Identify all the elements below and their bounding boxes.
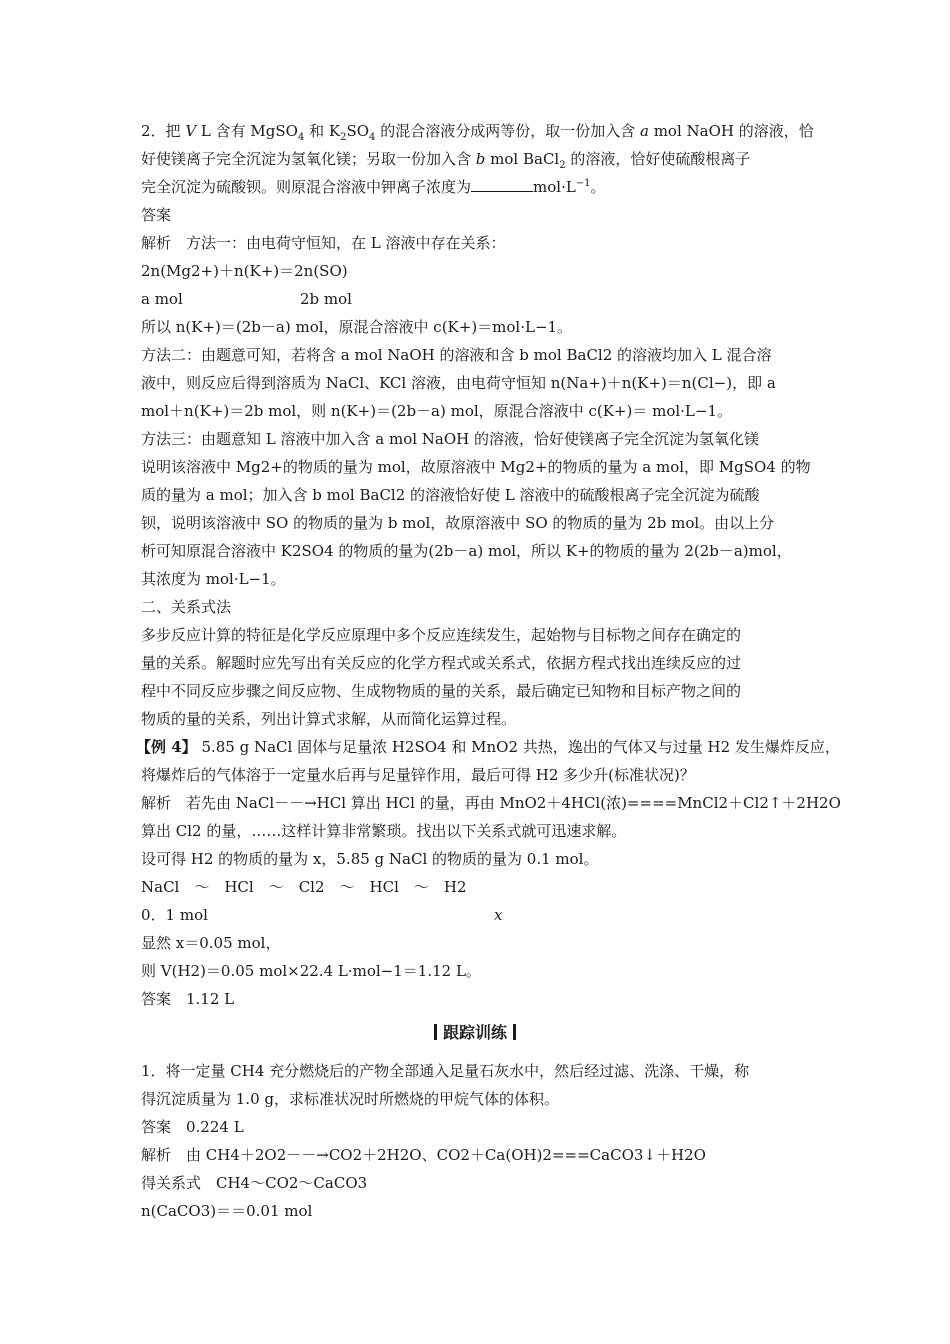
text: L 含有 MgSO xyxy=(196,122,298,140)
problem2-line3 xyxy=(141,177,606,197)
var-a: a xyxy=(639,122,649,140)
subscript: 2 xyxy=(340,132,347,143)
heading-bar-left xyxy=(434,1024,437,1040)
text: 的混合溶液分成两等份，取一份加入含 xyxy=(375,122,640,140)
var-b: b xyxy=(475,150,486,168)
text: SO xyxy=(346,122,370,140)
superscript: −1 xyxy=(575,178,591,189)
heading-bar-right xyxy=(513,1024,516,1040)
equation-b: 2b mol xyxy=(300,290,352,308)
section-paragraph: 量的关系。解题时应先写出有关反应的化学方程式或关系式，依据方程式找出连续反应的过 xyxy=(141,654,742,672)
relation-chain: NaCl ～ HCl ～ Cl2 ～ HCl ～ H2 xyxy=(141,878,467,896)
var-v: V xyxy=(185,122,197,140)
problem2-line1 xyxy=(141,121,814,141)
text: mol BaCl xyxy=(485,150,560,168)
chain-quantity-right: x xyxy=(494,906,503,924)
practice-heading xyxy=(0,1022,950,1044)
practice-solution: 得关系式 CH4～CO2～CaCO3 xyxy=(141,1174,368,1192)
section-paragraph: 程中不同反应步骤之间反应物、生成物物质的量的关系，最后确定已知物和目标产物之间的 xyxy=(141,682,742,700)
section-paragraph: 物质的量的关系，列出计算式求解，从而简化运算过程。 xyxy=(141,710,517,728)
text: 2．把 xyxy=(141,122,186,140)
text: 和 K xyxy=(304,122,341,140)
example4-solution: 设可得 H2 的物质的量为 x，5.85 g NaCl 的物质的量为 0.1 mol。 xyxy=(141,850,599,868)
practice-solution: n(CaCO3)＝＝0.01 mol xyxy=(141,1202,313,1220)
example-label: 【例 4】 xyxy=(136,738,197,756)
practice-heading-text: 跟踪训练 xyxy=(442,1023,507,1042)
method2-line: mol＋n(K+)＝2b mol，则 n(K+)＝(2b－a) mol，原混合溶液中 c(K+)＝ mol·L−1。 xyxy=(141,402,732,420)
text: 5.85 g NaCl 固体与足量浓 H2SO4 和 MnO2 共热，逸出的气体又与过量 H2 发生爆炸反应， xyxy=(196,738,840,756)
chain-quantity-left: 0．1 mol xyxy=(141,906,208,924)
method3-line: 其浓度为 mol·L−1。 xyxy=(141,570,286,588)
answer-blank xyxy=(471,177,533,192)
example4-answer: 答案 1.12 L xyxy=(141,990,235,1008)
text: 。 xyxy=(590,178,606,196)
section-title: 二、关系式法 xyxy=(141,598,232,616)
subscript: 4 xyxy=(297,132,305,143)
text: 好使镁离子完全沉淀为氢氧化镁；另取一份加入含 xyxy=(141,150,476,168)
method3-line: 钡，说明该溶液中 SO 的物质的量为 b mol，故原溶液中 SO 的物质的量为 2b mol。由以上分 xyxy=(141,514,775,532)
example4-solution: 解析 若先由 NaCl－－→HCl 算出 HCl 的量，再由 MnO2＋4HCl(浓)====MnCl2＋Cl2↑＋2H2O xyxy=(141,794,841,812)
method3-line: 说明该溶液中 Mg2+的物质的量为 mol，故原溶液中 Mg2+的物质的量为 a mol，即 MgSO4 的物 xyxy=(141,458,811,476)
method2-line: 方法二：由题意可知，若将含 a mol NaOH 的溶液和含 b mol BaCl2 的溶液均加入 L 混合溶 xyxy=(141,346,772,364)
solution-method1: 解析 方法一：由电荷守恒知，在 L 溶液中存在关系： xyxy=(141,234,506,252)
method3-line: 析可知原混合溶液中 K2SO4 的物质的量为(2b－a) mol，所以 K+的物质的量为 2(2b－a)mol， xyxy=(141,542,792,560)
method2-line: 液中，则反应后得到溶质为 NaCl、KCl 溶液，由电荷守恒知 n(Na+)＋n(K+)＝n(Cl−)，即 a xyxy=(141,374,776,392)
example4-solution: 则 V(H2)＝0.05 mol×22.4 L·mol−1＝1.12 L。 xyxy=(141,962,481,980)
example4-question xyxy=(136,737,840,757)
practice-question: 得沉淀质量为 1.0 g，求标准状况时所燃烧的甲烷气体的体积。 xyxy=(141,1090,559,1108)
equation-charge: 2n(Mg2+)＋n(K+)＝2n(SO) xyxy=(141,262,348,280)
example4-solution: 算出 Cl2 的量，……这样计算非常繁琐。找出以下关系式就可迅速求解。 xyxy=(141,822,627,840)
solution-line: 所以 n(K+)＝(2b－a) mol，原混合溶液中 c(K+)＝mol·L−1。 xyxy=(141,318,573,336)
practice-solution: 解析 由 CH4＋2O2－－→CO2＋2H2O、CO2＋Ca(OH)2===CaCO3↓＋H2O xyxy=(141,1146,706,1164)
text: 的溶液，恰好使硫酸根离子 xyxy=(565,150,751,168)
method3-line: 方法三：由题意知 L 溶液中加入含 a mol NaOH 的溶液，恰好使镁离子完全沉淀为氢氧化镁 xyxy=(141,430,760,448)
practice-question: 1．将一定量 CH4 充分燃烧后的产物全部通入足量石灰水中，然后经过滤、洗涤、干燥，称 xyxy=(141,1062,750,1080)
text: mol NaOH 的溶液，恰 xyxy=(648,122,814,140)
method3-line: 质的量为 a mol；加入含 b mol BaCl2 的溶液恰好使 L 溶液中的硫酸根离子完全沉淀为硫酸 xyxy=(141,486,760,504)
practice-answer: 答案 0.224 L xyxy=(141,1118,244,1136)
subscript: 2 xyxy=(559,160,566,171)
example4-solution: 显然 x＝0.05 mol， xyxy=(141,934,281,952)
text: 完全沉淀为硫酸钡。则原混合溶液中钾离子浓度为 xyxy=(141,178,472,196)
text: mol·L xyxy=(533,178,576,196)
example4-question: 将爆炸后的气体溶于一定量水后再与足量锌作用，最后可得 H2 多少升(标准状况)？ xyxy=(141,766,695,784)
section-paragraph: 多步反应计算的特征是化学反应原理中多个反应连续发生，起始物与目标物之间存在确定的 xyxy=(141,626,742,644)
subscript: 4 xyxy=(369,132,376,143)
problem2-line2 xyxy=(141,149,750,169)
equation-a: a mol xyxy=(141,290,183,308)
answer-label: 答案 xyxy=(141,206,172,224)
